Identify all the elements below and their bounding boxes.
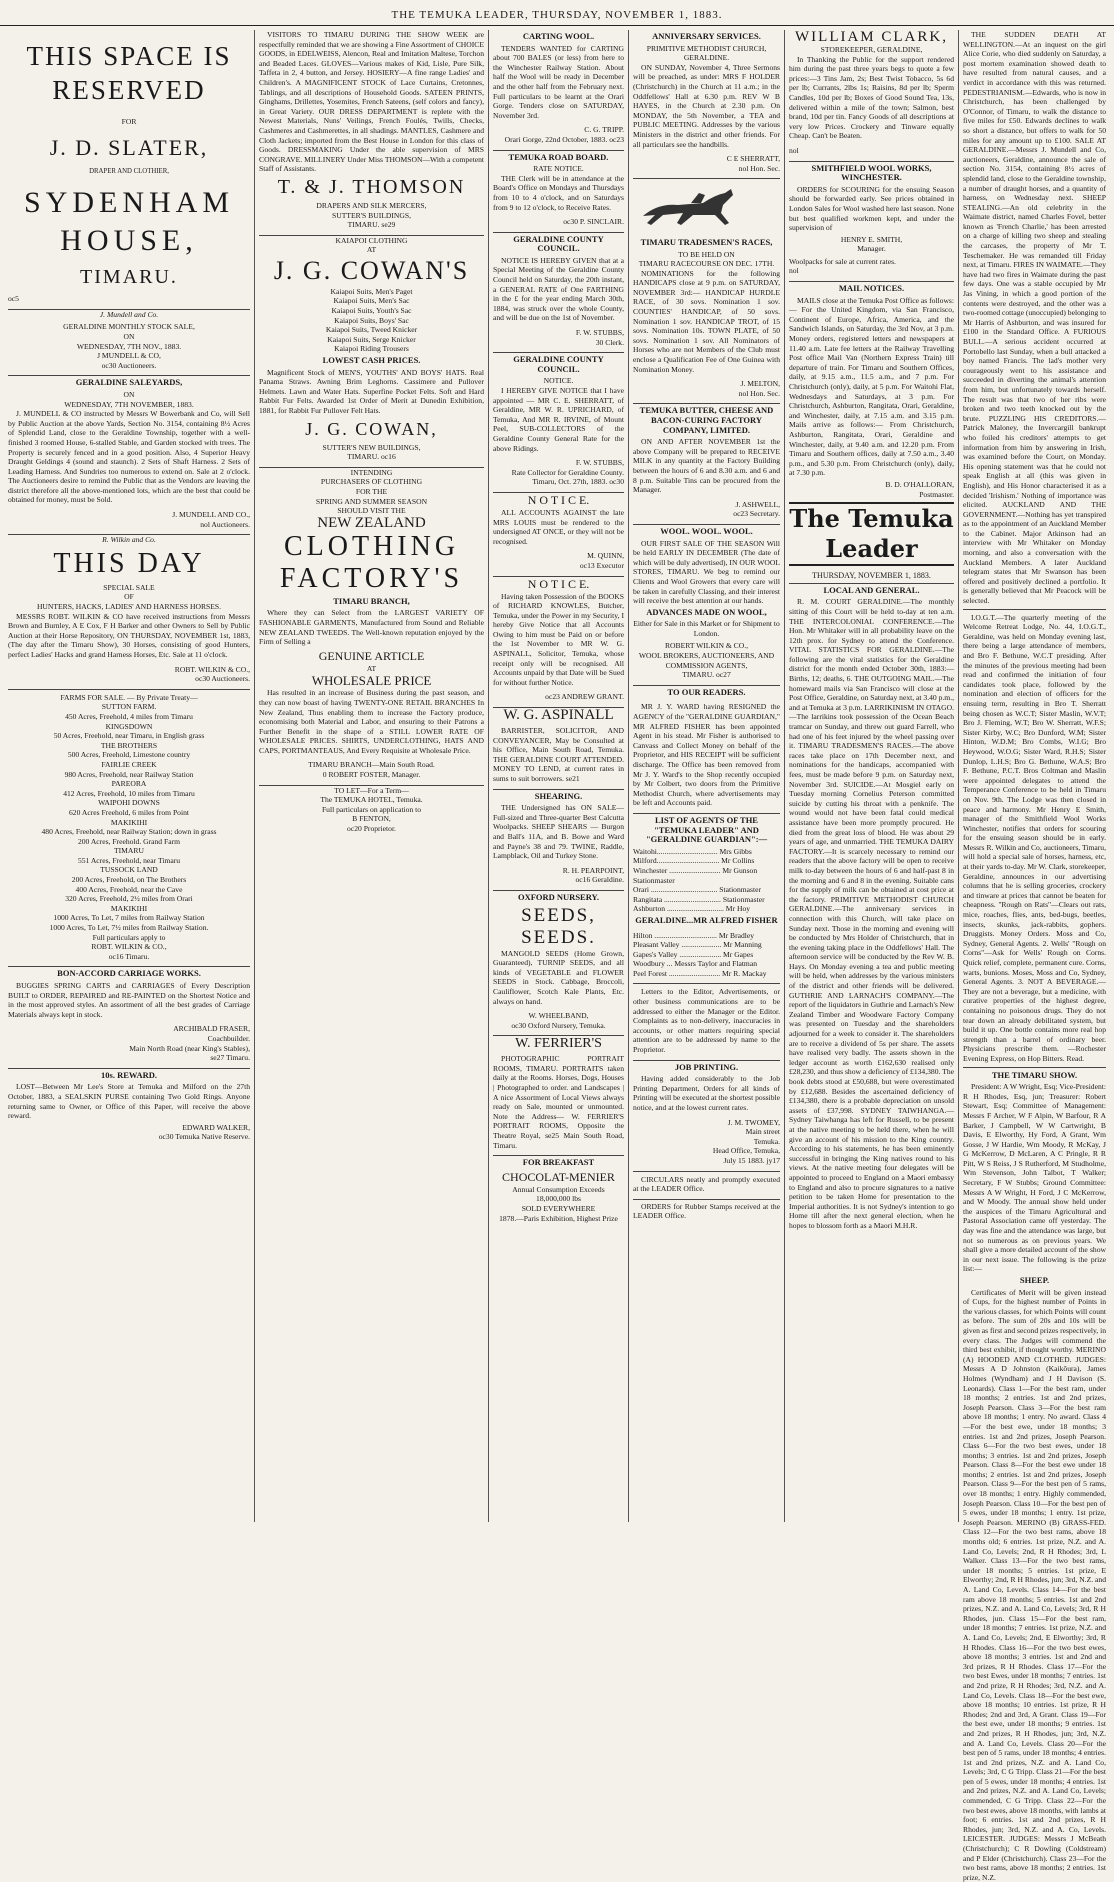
woolx3-heading: WOOL. WOOL. WOOL. (660, 525, 753, 536)
cowans-heading: J. G. COWAN'S (273, 255, 470, 285)
wool-body: TENDERS WANTED for CARTING about 700 BALES (or less) from here to the Winchester Railway Station. About half the Wool will be ready in December and the other half from the February next. Full particulars to be learnt at the Orari Gorge. Tenders close on SATURDAY, November 3rd. (493, 43, 624, 120)
notice1-body: ALL ACCOUNTS AGAINST the late MRS LOUIS must be rendered to the undersigned AT ONCE, or they will not be recognised. (493, 507, 624, 546)
wholesale-body: Has resulted in an increase of Business during the past season, and they can now boast of having TWENTY-ONE RETAIL BRANCHES In New Zealand, Thus enabling them to increase the Factory produce, economising both Material and Labor, and ensuring to their Patrons a Further Benefit in the shape of a STILL LOWER RATE OF WHOLESALE PRICES. SHIRTS, UNDERCLOTHING, HATS AND CAPS, PORTMANTEAUS, And Every Requisite at Wholesale Price. (259, 688, 484, 755)
races-sub: TO BE HELD ON TIMARU RACECOURSE ON DEC. 17TH. (638, 249, 775, 269)
shearing-signature: R. H. PEARPOINT, oc16 Geraldine. (493, 863, 624, 891)
branch-heading: TIMARU BRANCH, (333, 595, 410, 606)
thisday-heading: THIS DAY (53, 547, 205, 579)
ferrier-heading: W. FERRIER'S (515, 1036, 602, 1052)
road-sub: RATE NOTICE. (533, 164, 584, 174)
show-header: THE TIMARU SHOW. (991, 1069, 1078, 1080)
seeds-heading: SEEDS, SEEDS. (521, 904, 596, 948)
saleyards-signature: J. MUNDELL AND CO., nol Auctioneers. (8, 507, 250, 535)
butter-header: TEMUKA BUTTER, CHEESE AND BACON-CURING FACTORY COMPANY, LIMITED. (639, 405, 774, 435)
job-signature: J. M. TWOMEY, Main street Temuka. Head Office, Temuka, July 15 1883. jy17 (633, 1115, 780, 1172)
butter-body: ON AND AFTER NOVEMBER 1st the above Company will be prepared to RECEIVE MILK in any quantity at the Factory Building between the hours of 6 and 8.30 a.m. and 6 and 8 p.m. Suitable Tins can be procured from the Manager. (633, 437, 780, 495)
agents-header: LIST OF AGENTS OF THE "TEMUKA LEADER" AND "GERALDINE GUARDIAN":— (645, 814, 768, 845)
races-signature: J. MELTON, nol Hon. Sec. (633, 376, 780, 404)
woolsale-body: OUR FIRST SALE OF THE SEASON Will be held EARLY IN DECEMBER (The date of which will be duly advertised), IN OUR WOOL STORES, TIMARU. We beg to remind our Clients and Wool Growers that every care will be taken in carefully Classing, and their interest will receive the best attention at our hands. (633, 538, 780, 606)
visitors-advert: VISITORS TO TIMARU DURING THE SHOW WEEK are respectfully reminded that we are showing a Fine Assortment of CHOICE GOODS, in EDELWEISS, Alencon, Real and Imitation Maltese, Torchon and Beaded Laces. GLOVES—Various makes of Kid, Lisle, Pure Silk, Taffeta in 2, 4 button, and Jersey. HOSIERY—A fine range Ladies' and Children's. A MAGNIFICENT STOCK of Lace Curtains, Cretonnes, Tablings, and all descriptions of Household Goods. SATEEN PRINTS, Ginghams, Drillettes, Yosemites, French Sateens, (self colors and fancy), in Great Variety. OUR DRESS DEPARTMENT is replete with the Newest Materials, Nuns' Veilings, French Foulés, Twills, Checks, Cashmeres and Cashmerettes, in all shadings. MANTLES, Cashmere and Cloth Jackets; imported from the Best House in London for this class of Goods. DRESSMAKING Under the able supervision of MRS CONGRAVE. MILLINERY Under Miss THOMSON—With a competent Staff of Assistants. (259, 30, 484, 174)
thisday-signature: ROBT. WILKIN & CO., oc30 Auctioneers. (8, 662, 250, 690)
nz-heading: NEW ZEALAND (317, 514, 426, 531)
cowans-low-prices: LOWEST CASH PRICES. (322, 355, 421, 366)
butter-signature: J. ASHWELL, oc23 Secretary. (633, 497, 780, 525)
bonaccord-signature: ARCHIBALD FRASER, Coachbuilder. Main North Road (near King's Stables), se27 Timaru. (8, 1021, 250, 1068)
leader-masthead: The Temuka Leader (789, 502, 954, 566)
column-5 (784, 30, 958, 1522)
reward-header: 10s. REWARD. (101, 1069, 157, 1080)
clark-body: In Thanking the Public for the support rendered him during the past three years begs to quote a few prices:—3 Tins Jam, 2s; Best Twist Tobacco, 5s 6d per lb; Currants, 2lbs 1s; Raisins, 8d per lb; Sperm Candles, 10d per lb; Boxes of Good Sound Tea, 13s, delivered within a mile of the town; Salmon, best brand, 10d per tin. Fancy Goods of all descriptions at very low Prices. Crockery and Tinware equally Cheap. Can't be Beaten. (789, 54, 954, 141)
council2-signature: F. W. STUBBS, Rate Collector for Geraldine County. Timaru, Oct. 27th, 1883. oc30 (493, 455, 624, 493)
show-body: President: A W Wright, Esq; Vice-President: R H Rhodes, Esq, jun; Treasurer: Robert Stewart, Esq; Committee of Management: Messrs F Archer, W F Alpin, W Barfour, R A Barker, J Campbell, W W Cartwright, B Davis, E Elworthy, Hy Ford, A Grant, Wm Gosse, J W Hardie, Wm Moody, R McKay, J G McKerrow, D McLaren, A C Pringle, R R Pitt, W S Reiss, J S Rutherford, M Studholme, Wm Stevenson, John Talbot, T Walker; Secretary, F W Stubbs; Ground Committee: Messrs A W Wright, H Ford, J C McKerrow, and W Moody. The annual show held under the auspices of the Timaru Agricultural and Pastoral Association came off yesterday. The day was fine and the attendance was large, but not so numerous as on previous years. We shall give a more detailed account of the show in our next issue. The following is the prize list:— (963, 1082, 1106, 1274)
seeds-body: MANGOLD SEEDS (Home Grown, Guaranteed), TURNIP SEEDS, and all kinds of VEGETABLE and FLOWER SEEDS in Stock. Cabbage, Broccoli, Cauliflower, Scotch Kale Plants, Etc. always on hand. (493, 948, 624, 1006)
mail-header: MAIL NOTICES. (838, 283, 905, 294)
clark-heading: WILLIAM CLARK, (795, 29, 948, 45)
agents-geraldine: GERALDINE...MR ALFRED FISHER (635, 914, 778, 925)
divider (963, 609, 1106, 610)
shearing-body: THE Undersigned has ON SALE— Full-sized and Three-quarter Best Calcutta Woolpacks. SHEEP SHEARS — Burgon and Ball's 11A, and B. Bowe and Ward and Payne's 38 and 79. TWINE, Raddle, Lampblack, Oil and Turkey Stone. (493, 803, 624, 861)
for-label: FOR (121, 117, 137, 126)
factorys-heading: FACTORY'S (279, 562, 464, 594)
anniv-header: ANNIVERSARY SERVICES. (652, 31, 761, 41)
anniv-signature: C E SHERRATT, nol Hon. Sec. (633, 151, 780, 179)
wilkin-header: R. Wilkin and Co. (102, 535, 156, 545)
draper-label: DRAPER AND CLOTHIER, (89, 167, 169, 175)
saleyards-date: ON WEDNESDAY, 7TH NOVEMBER, 1883. (64, 389, 194, 409)
smithfield-body: ORDERS for SCOURING for the ensuing Season should be forwarded early. See prices obtained in London Sales for Wool washed here last season. None but best qualified workmen kept, and under the supervision of (789, 184, 954, 233)
council-header: GERALDINE COUNTY COUNCIL. (513, 233, 604, 254)
anniv-body: ON SUNDAY, November 4, Three Sermons will be preached, as under: MRS F HOLDER (Christchurch) in the Church at 11 a.m.; in the Oddfellows' Hall at 6.30 p.m. REV W B HAYES, in the Church at 2.30 p.m. On MONDAY, the 5th November, a TEA and PUBLIC MEETING. Addresses by the various Ministers in the district and other friends. For all particulars see the handbills. (633, 62, 780, 149)
letters-body: Letters to the Editor, Advertisements, or other business communications are to be addressed to either the Manager or the Editor. Complaints as to non-delivery, inaccuracies in accounts, or other matters requiring special attention are to be addressed by name to the Proprietor. (633, 984, 780, 1060)
column-1 (4, 30, 254, 1522)
farms-advert: FARMS FOR SALE. — By Private Treaty— SUTTON FARM. 450 Acres, Freehold, 4 miles from Timaru KINGSDOWN 50 Acres, Freehold, near Timaru, in English grass THE BROTHERS 500 Acres, Freehold, Limestone country FAIRLIE CREEK 980 Acres, Freehold, near Railway Station PAREORA 412 Acres, Freehold, 10 miles from Timaru WAIPOHI DOWNS 620 Acres Freehold, 6 miles from Point MAKIKIHI 480 Acres, Freehold, near Railway Station; down in grass 200 Acres, Freehold. Grand Farm TIMARU 551 Acres, Freehold, near Timaru TUSSOCK LAND 200 Acres, Freehold, on The Brothers 400 Acres, Freehold, near the Cave 320 Acres, Freehold, 2½ miles from Orari MAKIKIHI 1000 Acres, To Let, 7 miles from Railway Station 1000 Acres, To Let, 7½ miles from Railway Station. Full particulars apply to ROBT. WILKIN & CO., oc16 Timaru. (8, 690, 250, 968)
reward-signature: EDWARD WALKER, oc30 Temuka Native Reserve. (158, 1122, 250, 1142)
thomson-sub: DRAPERS AND SILK MERCERS, SUTTER'S BUILDINGS, TIMARU. se29 (259, 198, 484, 236)
column-6 (958, 30, 1110, 1882)
anniv-sub: PRIMITIVE METHODIST CHURCH, GERALDINE. (646, 43, 767, 63)
bonaccord-header: BON-ACCORD CARRIAGE WORKS. (57, 968, 201, 979)
column-2 (254, 30, 488, 1522)
council2-header: GERALDINE COUNTY COUNCIL. (513, 354, 604, 374)
reserved-heading: THIS SPACE IS RESERVED (26, 41, 232, 105)
ref-code: oc5 (8, 294, 19, 304)
council-body: NOTICE IS HEREBY GIVEN that at a Special Meeting of the Geraldine County Council held on Saturday, the 20th instant, a GENERAL RATE of One FARTHING in the £ for the year ending March 30th, 1884, was struck over the whole County, and will be due on the 1st of November. (493, 255, 624, 323)
masthead: THE TEMUKA LEADER, THURSDAY, NOVEMBER 1, 1883. (0, 0, 1114, 26)
sheep-header: SHEEP. (1019, 1275, 1050, 1285)
thomson-heading: T. & J. THOMSON (277, 175, 466, 198)
sheep-body: Certificates of Merit will be given instead of Cups, for the highest number of Points in the various classes, for which Points will count as before. The sum of 20s and 10s will be given as first and second prizes respectively, in every class. The Judges will commend the third best exhibit, if thought worthy. MERINO (A) HOODED AND CLOTHED. JUDGES: Messrs A D Johnston (Kaikōura), James Holmes (Wyndham) and J H Davison (S. Leonards). Class 1—For the best ram, under 18 months; 2 entries. 1st and 2nd prizes, Joseph Pearson. Class 3—For the best ram above 18 months; 1 entry. No award. Class 4—For the best ewe, under 18 months; 3 entries. 1st and 2nd prizes, Joseph Pearson. Class 6—For the two best ewes, under 18 months; 3 entries. 1st and 2nd prizes, Joseph Pearson. Class 8—For the best ewe under 18 months; 2 entries. 1st and 2nd prizes, Joseph Pearson. Class 9—For the best pen of 5 rams, over 18 months; 1 entry. Highly commended, Joseph Pearson. Class 10—For the best pen of 5 ewes, under 18 months; 1 entry. 1st prize, Joseph Pearson. MERINO (B) GRASS-FED. Class 12—For the two best rams, above 18 months old; 6 entries. 1st prize, N.Z. and A. Land Co, Levels; 2nd, R H Rhodes; 3rd, L Walker. Class 13—For the two best rams, under 18 months; 5 entries. 1st prize, E Elworthy; 2nd, R H Rhodes, jun; 3rd, N.Z. and A. Land Co, Levels. Class 14—For the best ram above 18 months; 5 entries. 1st and 2nd prizes, N.Z. and A. Land Co, Levels; 3rd, R H Rhodes, jun. Class 15—For the best ram, under 18 months; 7 entries. 1st prize, N.Z. and A. Land Co, Levels; 2nd, E Elworthy; 3rd, R H Rhodes. Class 16—For the two best ewes, above 18 months; 3 entries. 1st and 2nd and 3rd prizes, R H Rhodes. Class 17—For the two best Ewes, under 18 months; 7 entries. 1st and 2nd prize, R H Rhodes; 3rd, N.Z. and A. Land Co, Levels. Class 18—For the best ewe, above 18 months; 10 entries. 1st prize, R H Rhodes; 2nd and 3rd, A Grant. Class 19—For the best ewe, under 18 months; 9 entries. 1st and 2nd prizes, R H Rhodes, jun; 3rd, N.Z. and A. Land Co, Levels. Class 20—For the best pen of 5 rams, under 18 months; 4 entries. 1st and 2nd prizes, N.Z. and A. Land Co, Levels; 3rd, C G Tripp. Class 21—For the best pen of 5 ewes, under 18 months; 4 entries. 1st and 2nd prizes, N.Z. and A. Land Co, Levels; commended, C G Tripp. Class 22—For the two best ewes, above 18 months, with lambs at foot; 6 entries. 1st and 2nd prizes, R H Rhodes, jun; 3rd, N.Z. and A. Co, Levels. LEICESTER. JUDGES: Messrs J McBeath (Christchurch); C R Dowling (Coldstream) and P Elder (Christchurch). Class 23—For the two best rams, above 18 months; 2 entries. 1st prize, N.Z. (963, 1287, 1106, 1882)
thisday-sub: SPECIAL SALE OF HUNTERS, HACKS, LADIES' AND HARNESS HORSES. (36, 582, 222, 612)
mundell-header: J. Mundell and Co. (99, 309, 159, 319)
saleyards-header: GERALDINE SALEYARDS, (75, 377, 183, 388)
timaru-heading: TIMARU. (80, 266, 178, 289)
council2-notice: NOTICE. (543, 376, 574, 386)
races-body: NOMINATIONS for the following HANDICAPS close at 9 p.m. on SATURDAY, NOVEMBER 3rd:— HANDICAP HURDLE RACE, of 30 sovs. Nomination 1 sov. COUNTIES' HANDICAP, of 50 sovs. Nomination 1 sov. HANDICAP TROT, of 15 sovs. Nomination 10s. TOWN PLATE, of 50 sovs. Nomination 1 sov. All Nominators of Horses who are not Members of the Club must enclose a Qualification Fee of One Guinea with Nomination Money. (633, 268, 780, 374)
wool-header: CARTING WOOL. (522, 31, 595, 41)
thisday-body: MESSRS ROBT. WILKIN & CO have received instructions from Messrs Brown and Burnley, A E Cox, F H Barker and other Owners to Sell by Public Auction at their Horse Repository, ON THURSDAY, NOVEMBER 1st, 1883, (The day after the Timaru Show), 30 Horses, consisting of good Hunters, perfect Ladies' Hacks and grand Harness Horses, Etc. Sale at 11 o'clock. (8, 611, 250, 659)
notice1-heading: N O T I C E. (527, 492, 590, 507)
local-header: LOCAL AND GENERAL. (823, 584, 920, 595)
column-3 (488, 30, 628, 1522)
circulars-notice: CIRCULARS neatly and promptly executed at the LEADER Office. (633, 1172, 780, 1200)
advances-heading: ADVANCES MADE ON WOOL, (646, 606, 767, 617)
sydenham-heading: SYDENHAM HOUSE, (23, 186, 234, 258)
smithfield-signature: HENRY E. SMITH, Manager. (840, 234, 903, 254)
advances-signature: ROBERT WILKIN & CO., WOOL BROKERS, AUCTIONEERS, AND COMMISSION AGENTS, TIMARU. oc27 (633, 638, 780, 685)
breakfast-header: FOR BREAKFAST (522, 1157, 595, 1168)
jgcowan-heading: J. G. COWAN, (305, 418, 438, 439)
races-header: TIMARU TRADESMEN'S RACES, (640, 236, 773, 247)
mundell-advert: GERALDINE MONTHLY STOCK SALE, ON WEDNESDAY, 7TH NOV., 1883. J MUNDELL & CO, oc30 Auctioneers. (8, 319, 250, 376)
readers-body: MR J. Y. WARD having RESIGNED the AGENCY of the "GERALDINE GUARDIAN," MR ALFRED FISHER has been appointed Agent in his stead. Mr Fisher is authorised to Canvass and Collect Money on behalf of the Proprietor, and HIS RECEIPT will be sufficient discharge. The Office has been removed from Mr J. Y. Ward's to the Shop recently occupied by Mr Colbert, two doors from the Primitive Methodist Church, where advertisements may be left and Accounts paid. (633, 699, 780, 814)
notice1-signature: M. QUINN, oc13 Executor (493, 548, 624, 576)
branch-body: Where they can Select from the LARGEST VARIETY OF FASHIONABLE GARMENTS, Manufactured from Sound and Reliable NEW ZEALAND TWEEDS. The Well-known reputation enjoyed by the Firm of Selling a (259, 608, 484, 647)
shearing-header: SHEARING. (534, 790, 583, 801)
column-4 (628, 30, 784, 1522)
council-signature: F. W. STUBBS, 30 Clerk. (493, 325, 624, 353)
seeds-signature: W. WHEELBAND, oc30 Oxford Nursery, Temuka. (493, 1008, 624, 1036)
lodge-body: I.O.G.T.—The quarterly meeting of the Welcome Retreat Lodge, No. 44, I.O.G.T., Geraldine, was held on Monday evening last, there being a large attendance of members, and Bro F. Bethune, W.C.T presiding. After the minutes of the previous meeting had been read and confirmed the initiation of four candidates took place, followed by the nomination and election of officers for the ensuing term, resulting in Bro T. Sherratt being chosen as W.C.T; Sister Maslin, W.V.T; Bro J. Fleming, W.T; Bro W. Sherratt, W.F.S; Sister Kirby, W.C; Bro Dunford, W.M; Sister Hinton, W.D.M; Bro Combs, W.I.G; Bro Heywood, W.O.G; Sister Ward, R.H.S; Sister Dunlop, L.H.S; Bro G. Bethune, W.A.S; Bro F. Bethune, P.C.T. Bros Coltman and Maslin were appointed delegates to attend the Temperance Conference to be held in Timaru on Nov. 9th. The Lodge was then closed in peace and harmony. Mr Henry E Smith, manager of the Smithfield Wool Works Winchester, notifies that orders for scouring for the ensuing season should be in early. Messrs R. Wilkin and Co, auctioneers, Timaru, will hold a special sale of horses, harness, etc, at their yards to-day. Mr W. Clark, storekeeper, Geraldine, announces in our advertising columns that he is selling groceries, crockery and tinware at prices that cannot be beaten for cheapness. "Rough on Rats"—Clears out rats, mice, roaches, flies, ants, bed-bugs, beetles, insects, skunks, jack-rabbits, gophers. Druggists. Money Orders. Moss and Co, Sydney, General Agents. 2. Wells' "Rough on Corns"—Ask for Wells' Rough on Corns. Quick relief, complete, permanent cure. Corns, warts, bunions. Moses, Moss and Co, Sydney, General Agents. 3. NOT A BEVERAGE.—They are not a beverage, but a medicine, with curative properties of the highest degree, containing no poisonous drugs. They do not tear down an already debilitated system, but build it up. One bottle contains more real hop strength than a barrel of ordinary beer. Physicians prescribe them. —Rochester Evening Express, on Hop Bitters. Read. (963, 612, 1106, 1063)
aspinall-body: BARRISTER, SOLICITOR, AND CONVEYANCER, May be Consulted at his Office, Main South Road, Temuka. THE GERALDINE COURT ATTENDED. MONEY TO LEND, at current rates in sums to suit borrowers. se21 (493, 723, 624, 790)
local-body-continued: THE SUDDEN DEATH AT WELLINGTON.—At an inquest on the girl Alice Corie, who died suddenly on Saturday, a post mortem examination showed death to have resulted from natural causes, and a verdict in accordance with this was returned. PEDESTRIANISM.—Edwards, who is now in Christchurch, has been challenged by O'Connor, of Timaru, to walk the distance to five miles for £50. Edwards declines to walk so short a distance, but offers to walk for 50 miles for any amount up to £100. SALE AT GERALDINE.—Messrs J. Mundell and Co, auctioneers, Geraldine, announce the sale of section No. 3154, containing 8½ acres of splendid land, close to the Geraldine township, a number of draught horses, and a quantity of harness, on Wednesday next. SHEEP STEALING.—An old celebrity in the Waimate district, named Charles Fovel, better known as 'French Charlie,' has been arrested on a charge of killing two sheep and stealing the carcases, the property of Mr T. Teschemaker. He was remanded till Friday next, at Timaru. FIRES IN WAIMATE.—They have had two fires in Waimate during the past few days. One was a stable occupied by Mr Jas Vining, in which a good portion of the contents were destroyed, and the other was a two-roomed cottage (unoccupied) belonging to Mr Harris of Ashburton, and was insured for £100 in the Standard Office. A FURIOUS BULL.—A serious accident occurred at Portobello last Sunday, when a bull attacked a boy named Francis. The lad's mother very courageously went to his assistance and succeeded in diverting the animal's attention from him, but unfortunately towards herself. The result was that two of her ribs were broken and two teeth knocked out by the brute. PUZZLING HIS CREDITORS.—Patrick Maloney, the Invercargill bankrupt who foiled his creditors' attempts to get information from him by answering in Irish, was examined before the Court, on Monday. His opening statement was that he could not speak English at all (this was given in English), and His Honor characterised it as a decided 'Irishism.' Nothing of importance was elicited. AUCKLAND AND THE GOVERNMENT.—Nothing has yet transpired as to the appointment of an Auckland Member to the Cabinet. Major Atkinson had an interview with Mr Whitaker on Monday morning, and also a conversation with the Auckland Members. A later Auckland telegram states that Mr Swanson has been offered and positively declined a portfolio. It is generally believed that Mr Peacock will be selected. (963, 30, 1106, 606)
local-body: R. M. COURT GERALDINE.—The monthly sitting of this Court will be held to-day at ten a.m. THE INTERCOLONIAL CONFERENCE.—The Hon. Mr Whitaker will in all probability leave on the 12th prox. for Sydney to attend the Conference. VITAL STATISTICS FOR GERALDINE.—The following are the vital statistics for the Geraldine district for the month ended October 30th, 1883:—Births, 12; deaths, 6. THE OUTGOING MAIL.—The homeward mails via San Francisco will close at the Post Office, Geraldine, on Saturday next, at 3.40 p.m., and at Temuka at 3 p.m. LARRIKINISM IN OTAGO.—The larrikins took possession of the Ocean Beach tramcar on Sunday, and threw out guard Farrell, who had one of his feet injured by the wheel passing over it. TIMARU TRADESMEN'S RACES.—The above races take place on 17th December next, and nominations for the handicaps, accompanied with fees, must be made before 9 p.m. on Saturday next, November 3rd. SUICIDE.—At Mosgiel early on Tuesday morning Cornelius Peterson committed suicide by cutting his throat with a penknife. The wound would not have been fatal could medical assistance have been more promptly procured. He died from the great loss of blood. He was about 29 years of age, and unmarried. THE TEMUKA DAIRY FACTORY.—It is scarcely necessary to remind our readers that the above factory will be open to receive milk to-day between the hours of 6 and half-past 8 in the morning and 6 and 8 in the evening. Suitable cans for the supply of milk can be obtained at cost price at the factory. PRIMITIVE METHODIST CHURCH GERALDINE.—The anniversary services in connection with this Church, will take place on Sunday next. Those in the morning and evening will be conducted by Mrs Holder of Christchurch, that in the evening taking place in the Oddfellows' Hall. The afternoon service will be conducted by the Rev W. B. Hays. On Monday evening a tea and public meeting will be held, when addresses by the various ministers of the district and other friends will be delivered. GUTHRIE AND LARNACH'S COMPANY.—The report of the liquidators in Guthrie and Larnach's New Zealand Timber and Woodware Factory Company was presented on Tuesday and the shareholders adjourned for a week to consider it. The shareholders are to receive a dividend of 5s per share. The assets have realised very badly. The assets shown in the ledger account as worth £162,630 realised only £28,230, and thus show a deficiency of £134,380. The book debts stood at £50,688, but were overestimated by £12,688. Besides the ascertained deficiency of £134,380, there is a probable depreciation on unsold assets of £37,998. SYDNEY TAIWHANGA.—Sydney Taiwhanga has left for Russell, to be present at the native meeting to be held there, when he will give an account of his mission to the King country. According to his statements, he has been eminently successful in bringing the King natives round to his views. At the native meeting four delegates will be appointed to proceed to England on a Maori embassy to England and also to procure signatures to a native petition to be taken Home for presentation to the Imperial authorities. It is not Sydney's intention to go Home till after the next general election, when he hopes to blossom forth as a Maori M.H.R. (789, 597, 955, 1230)
jgcowan-sub: SUTTER'S NEW BUILDINGS, TIMARU. oc16 (259, 440, 484, 468)
notice2-heading: N O T I C E. (527, 576, 590, 591)
road-signature: oc30 P. SINCLAIR. (493, 214, 624, 233)
notice2-signature: oc23 ANDREW GRANT. (493, 689, 624, 708)
readers-header: TO OUR READERS. (667, 686, 746, 697)
reward-body: LOST—Between Mr Lee's Store at Temuka and Milford on the 27th October, 1883, a SEALSKIN PURSE containing Two Gold Rings. Anyone returning same to Owner, or Office of this Paper, will receive the above reward. (8, 1082, 250, 1121)
council2-body: I HEREBY GIVE NOTICE that I have appointed — MR C. E. SHERRATT, of Geraldine, MR W. R. UPRICHARD, of Temuka, And MR R. IRVINE, of Mount Peel, SUB-COLLECTORS of the Geraldine County General Rate for the above Ridings. (493, 386, 624, 453)
wholesale-heading: WHOLESALE PRICE (311, 673, 432, 689)
agents-list: Waitohi................................ Mrs Gibbs Milford................................. Mr Collins Winchester ........................... Mr Gunson Stationmaster Orari ................................... Stationmaster Rangitata .............................. Stationmaster Ashburton .............................. Mr Hoy (633, 846, 765, 914)
oxford-header: OXFORD NURSERY. (517, 891, 600, 902)
clothing-heading: CLOTHING (283, 530, 460, 562)
mail-signature: B. D. O'HALLORAN, Postmaster. (885, 479, 954, 499)
clark-signature: nol (789, 143, 954, 162)
tolet-advert: TO LET—For a Term— The TEMUKA HOTEL, Temuka. Full particulars on application to B FENTON, oc20 Proprietor. (320, 785, 423, 834)
chocolat-heading: CHOCOLAT-MENIER (502, 1169, 615, 1184)
at-label: AT (366, 663, 377, 673)
slater-advert (8, 30, 250, 310)
mail-body: MAILS close at the Temuka Post Office as follows:— For the United Kingdom, via San Francisco, Continent of Europe, Africa, America, and the Sandwich Islands, on Saturday, the 3rd Nov, at 3 p.m. Money orders, registered letters and newspapers at 11.40 a.m. Late fee letters at the Railway Travelling Post office Mail Van (Northern Express Train) till departure of train. For Timaru and Southern Offices, daily, at 9.15 a.m., 11.5 a.m., and 7 p.m. For Christchurch (only), daily, at 5 p.m. For Waitohi Flat, Wednesdays and Saturdays, at 3 p.m. For Christchurch, Ashburton, Rangitata, Orari, Geraldine, and Winchester, daily, at 7.15 a.m. and 3.15 p.m. Mails arrive as follows:— From Christchurch, Ashburton, Rangitata, Orari, Geraldine and Winchester, daily, at 9.40 a.m. and 12.20 p.m. From Timaru and Southern offices, daily at 7.50 a.m., 3.40 p.m., and 5.30 p.m. From Christchurch (only), daily, at 7.30 p.m. (789, 295, 954, 478)
smithfield-note: Woolpacks for sale at current rates. nol (789, 254, 954, 282)
saleyards-body: J. MUNDELL & CO instructed by Messrs W Bowerbank and Co, will Sell by Public Auction at the above Yards, Section No. 3154, containing 8½ Acres of Splendid Land, close to the Geraldine Township, together with a well-finished 3 roomed House, 6-stalled Stable, and Garden stocked with trees. The Property is securely fenced and in a good position. Also, 4 Superior Heavy Draught Geldings 4 (sound and staunch). 2 Sets of Shaft Harness. 2 Sets of Leading Harness. And Sundries too numerous to extend on. Sale at 2 o'clock. The Auctioneers desire to remind the Public that as the Vendors are leaving the district therefore all the above-mentioned lots, which are the best that could be obtained for money, must be Sold. (8, 409, 250, 505)
clark-sub: STOREKEEPER, GERALDINE, (820, 45, 923, 54)
chocolat-body: Annual Consumption Exceeds 18,000,000 lbs SOLD EVERYWHERE 1878.—Paris Exhibition, Highest Prize (499, 1184, 618, 1223)
smithfield-header: SMITHFIELD WOOL WORKS, WINCHESTER. (811, 162, 932, 183)
intending-text: INTENDING PURCHASERS OF CLOTHING FOR THE SPRING AND SUMMER SEASON SHOULD VISIT THE (315, 467, 428, 516)
bonaccord-body: BUGGIES SPRING CARTS and CARRIAGES of Every Description BUILT to ORDER, REPAIRED and RE-PAINTED on the Shortest Notice and in the most approved styles. An assortment of all the best grades of Carriage Materials always kept in stock. (8, 981, 250, 1019)
aspinall-heading: W. G. ASPINALL (503, 707, 614, 724)
road-header: TEMUKA ROAD BOARD. (508, 151, 609, 162)
kaiapoi-header: KAIAPOI CLOTHING AT (335, 235, 408, 255)
job-body: Having added considerably to the Job Printing Department, Orders for all kinds of Printing will be executed at the shortest possible notice, and at the lowest current rates. (633, 1074, 780, 1112)
racehorse-illustration (633, 181, 753, 231)
advances-body: Either for Sale in this Market or for Shipment to London. (633, 619, 780, 638)
cowans-body: Magnificent Stock of MEN'S, YOUTHS' AND BOYS' HATS. Real Panama Straws. Awning Brim Leghorns. Cassimere and Pullover Helmets. Lawn and Water Hats. Superfine Pocket Felts. Soft and Hard Rabbit Fur Felts. Awarded 1st Order of Merit at Dunedin Exhibition, 1881, for Rabbit Fur Pullover Felt Hats. (259, 367, 484, 415)
slater-name: J. D. SLATER, (49, 134, 209, 160)
orders-notice: ORDERS for Rubber Stamps received at the LEADER Office. (633, 1201, 780, 1221)
leader-date: THURSDAY, NOVEMBER 1, 1883. (789, 569, 954, 584)
wool-signature: C. G. TRIPP. Orari Gorge, 22nd October, 1883. oc23 (493, 122, 624, 150)
genuine-heading: GENUINE ARTICLE (318, 648, 425, 663)
agents-list-2: Hilton ................................. Mr Bradley Pleasant Valley ..................... Mr Manning Gapes's Valley ...................... Mr Gapes Woodbury ... Messrs Taylor and Flatman Peel Forest ........................... Mr R. Mackay (633, 928, 780, 985)
ferrier-body: PHOTOGRAPHIC PORTRAIT ROOMS, TIMARU. PORTRAITS taken daily at the Rooms. Horses, Dogs, Houses | Photographed to order. and Landscapes | A nice Assortment of Local Views always ready on Sale, mounted or unmounted. Note the Address— W. FERRIER'S PORTRAIT ROOMS, Opposite the Theatre Royal, se25 Main South Road, Timaru. (493, 1051, 624, 1156)
cowans-list: Kaiapoi Suits, Men's Paget Kaiapoi Suits, Men's Sac Kaiapoi Suits, Youth's Sac Kaiapoi Suits, Boys' Sac Kaiapoi Suits, Tweed Knicker Kaiapoi Suits, Serge Knicker Kaiapoi Riding Trousers (325, 286, 418, 354)
job-header: JOB PRINTING. (674, 1061, 739, 1072)
road-body: THE Clerk will be in attendance at the Board's Office on Mondays and Thursdays from 10 to 4 o'clock, and on Saturdays from 9 to 12 o'clock, to Receive Rates. (493, 173, 624, 212)
notice2-body: Having taken Possession of the BOOKS of RICHARD KNOWLES, Butcher, Temuka, under the Power in my Security, I hereby Give Notice that all Accounts Owing to him must be Paid on or before the 1st November to MR W. G. ASPINALL, Solicitor, Temuka, whose receipt only will be recognised. All Accounts unpaid by that Date will be Sued for without further Notice. (493, 591, 624, 687)
divider (963, 1067, 1106, 1068)
branch-signature: TIMARU BRANCH—Main South Road. 0 ROBERT FOSTER, Manager. (259, 757, 484, 785)
